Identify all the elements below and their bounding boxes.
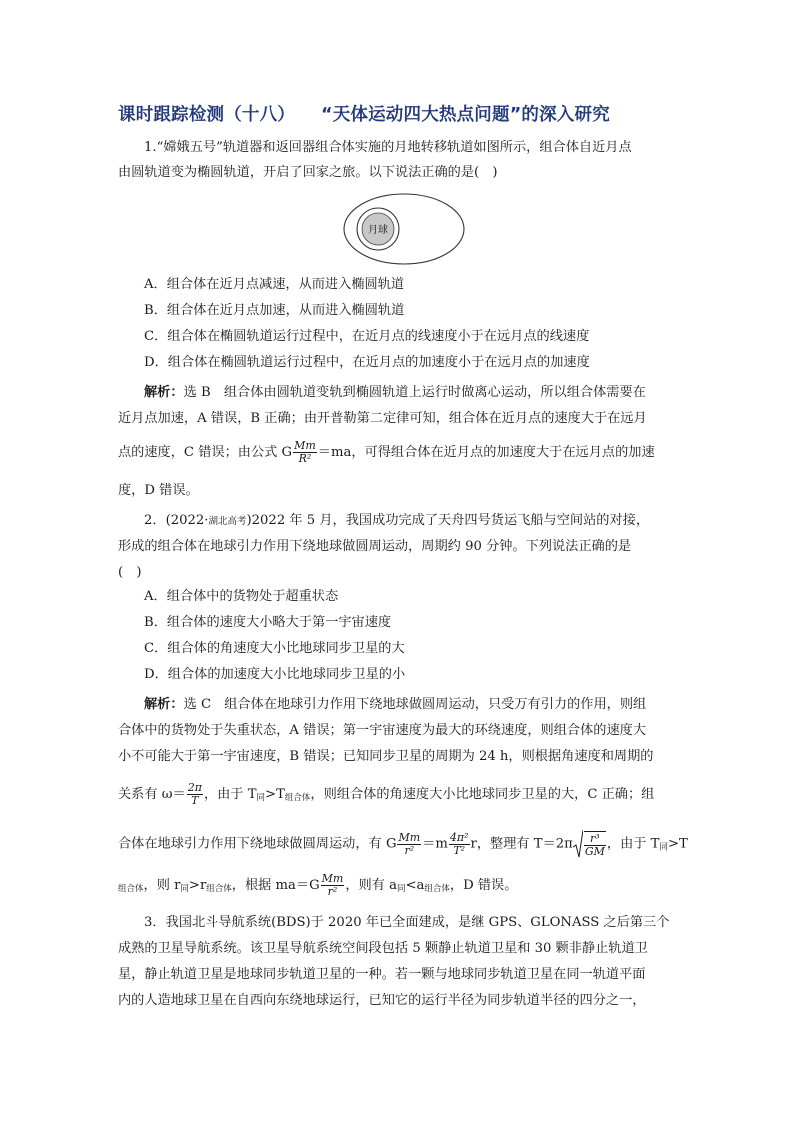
q3-stem-line1: 3．我国北斗导航系统(BDS)于 2020 年已全面建成，是继 GPS、GLONASS 之后第三个 (144, 915, 670, 930)
omega-formula: $\frac{2\pi}{T}$ (187, 781, 202, 807)
q2-analysis-line6: $_{组合体}$，则 $r_同>r_{组合体}$，根据 ma＝G $\frac{Mm}{\text{r²}}$ ，则有 $a_同<a_{组合体}$，D 错误。 (118, 872, 518, 898)
q2-stem-line3: ( ) (118, 565, 142, 580)
orbit-diagram (340, 190, 470, 268)
q1-analysis-text3a: 点的速度，C 错误；由公式 G (118, 445, 293, 460)
q2-analysis-line5: 合体在地球引力作用下绕地球做圆周运动，有 G $\frac{Mm}{\text{r²}}$ ＝m $\frac{\text{4π²}}{\text{T²}}$ r，整理有 T＝2π $\frac{\text{r³}}{GM}$ ，由于 $T_同>T$ (118, 830, 688, 858)
q2-option-b: B．组合体的速度大小略大于第一宇宙速度 (144, 615, 392, 630)
q2-analysis-line4: 关系有 ω＝ $\frac{2\pi}{T}$ ，由于 $T_同>T_{组合体}$，则组合体的角速度大小比地球同步卫星的大，C 正确；组 (118, 781, 655, 807)
gravity-formula: $\frac{Mm}{\text{R²}}$ (294, 439, 316, 465)
q2-option-a: A．组合体中的货物处于超重状态 (144, 589, 339, 604)
q1-stem-line1: 1.“嫦娥五号”轨道器和返回器组合体实施的月地转移轨道如图所示，组合体自近月点 (144, 140, 632, 155)
gravity-formula-3: $\frac{Mm}{\text{r²}}$ (321, 872, 344, 898)
q1-option-a: A．组合体在近月点减速，从而进入椭圆轨道 (144, 277, 405, 292)
q2-analysis-line2: 合体中的货物处于失重状态，A 错误；第一宇宙速度为最大的环绕速度，则组合体的速度大 (118, 723, 647, 738)
q2-stem-line2: 形成的组合体在地球引力作用下绕地球做圆周运动，周期约 90 分钟。下列说法正确的是 (118, 539, 632, 554)
gravity-formula-2: $\frac{Mm}{\text{r²}}$ (398, 830, 421, 857)
q3-stem-line3: 星，静止轨道卫星是地球同步轨道卫星的一种。若一颗与地球同步轨道卫星在同一轨道平面 (118, 967, 646, 982)
page-title (118, 101, 698, 126)
q1-analysis-text3b: ＝ma，可得组合体在近月点的加速度大于在远月点的加速 (317, 445, 655, 460)
centripetal-formula: $\frac{\text{4π²}}{\text{T²}}$ (449, 830, 469, 857)
q1-analysis-line3 (118, 440, 678, 466)
analysis-label: 解析： (144, 697, 184, 712)
q2-stem-line1: 2．(2022·湖北高考)2022 年 5 月，我国成功完成了天舟四号货运飞船与空间站的对接， (144, 513, 650, 528)
title-part2: “天体运动四大热点问题”的深入研究 (321, 105, 610, 125)
moon-label: 月球 (368, 225, 388, 236)
q3-stem-line4: 内的人造地球卫星在自西向东绕地球运行，已知它的运行半径为同步轨道半径的四分之一， (118, 993, 646, 1008)
period-sqrt-formula: $\frac{\text{r³}}{GM}$ (573, 829, 607, 859)
q2-analysis-line3: 小不可能大于第一宇宙速度，B 错误；已知同步卫星的周期为 24 h，则根据角速度和周期的 (118, 749, 654, 764)
q1-analysis-text1: 选 B 组合体由圆轨道变轨到椭圆轨道上运行时做离心运动，所以组合体需要在 (183, 385, 646, 400)
q1-analysis-line2: 近月点加速，A 错误，B 正确；由开普勒第二定律可知，组合体在近月点的速度大于在远月 (118, 411, 647, 426)
q3-stem-line2: 成熟的卫星导航系统。该卫星导航系统空间段包括 5 颗静止轨道卫星和 30 颗非静止轨道卫 (118, 941, 648, 956)
q1-stem-line2: 由圆轨道变为椭圆轨道，开启了回家之旅。以下说法正确的是( ) (118, 165, 498, 180)
radical-icon (573, 829, 583, 859)
q1-option-c: C．组合体在椭圆轨道运行过程中，在近月点的线速度小于在远月点的线速度 (144, 329, 590, 344)
analysis-label: 解析： (144, 385, 184, 400)
q1-analysis-line1 (118, 380, 704, 406)
q2-source: 湖北高考 (208, 516, 247, 527)
q2-option-d: D．组合体的加速度大小比地球同步卫星的小 (144, 667, 406, 682)
q2-analysis-line1: 解析：选 C 组合体在地球引力作用下绕地球做圆周运动，只受万有引力的作用，则组 (144, 697, 647, 712)
q2-option-c: C．组合体的角速度大小比地球同步卫星的大 (144, 641, 405, 656)
q1-option-d: D．组合体在椭圆轨道运行过程中，在近月点的加速度小于在远月点的加速度 (144, 355, 590, 370)
q1-analysis-line4: 度，D 错误。 (118, 483, 199, 498)
q1-option-b: B．组合体在近月点加速，从而进入椭圆轨道 (144, 303, 405, 318)
title-part1: 课时跟踪检测（十八） (118, 105, 295, 125)
